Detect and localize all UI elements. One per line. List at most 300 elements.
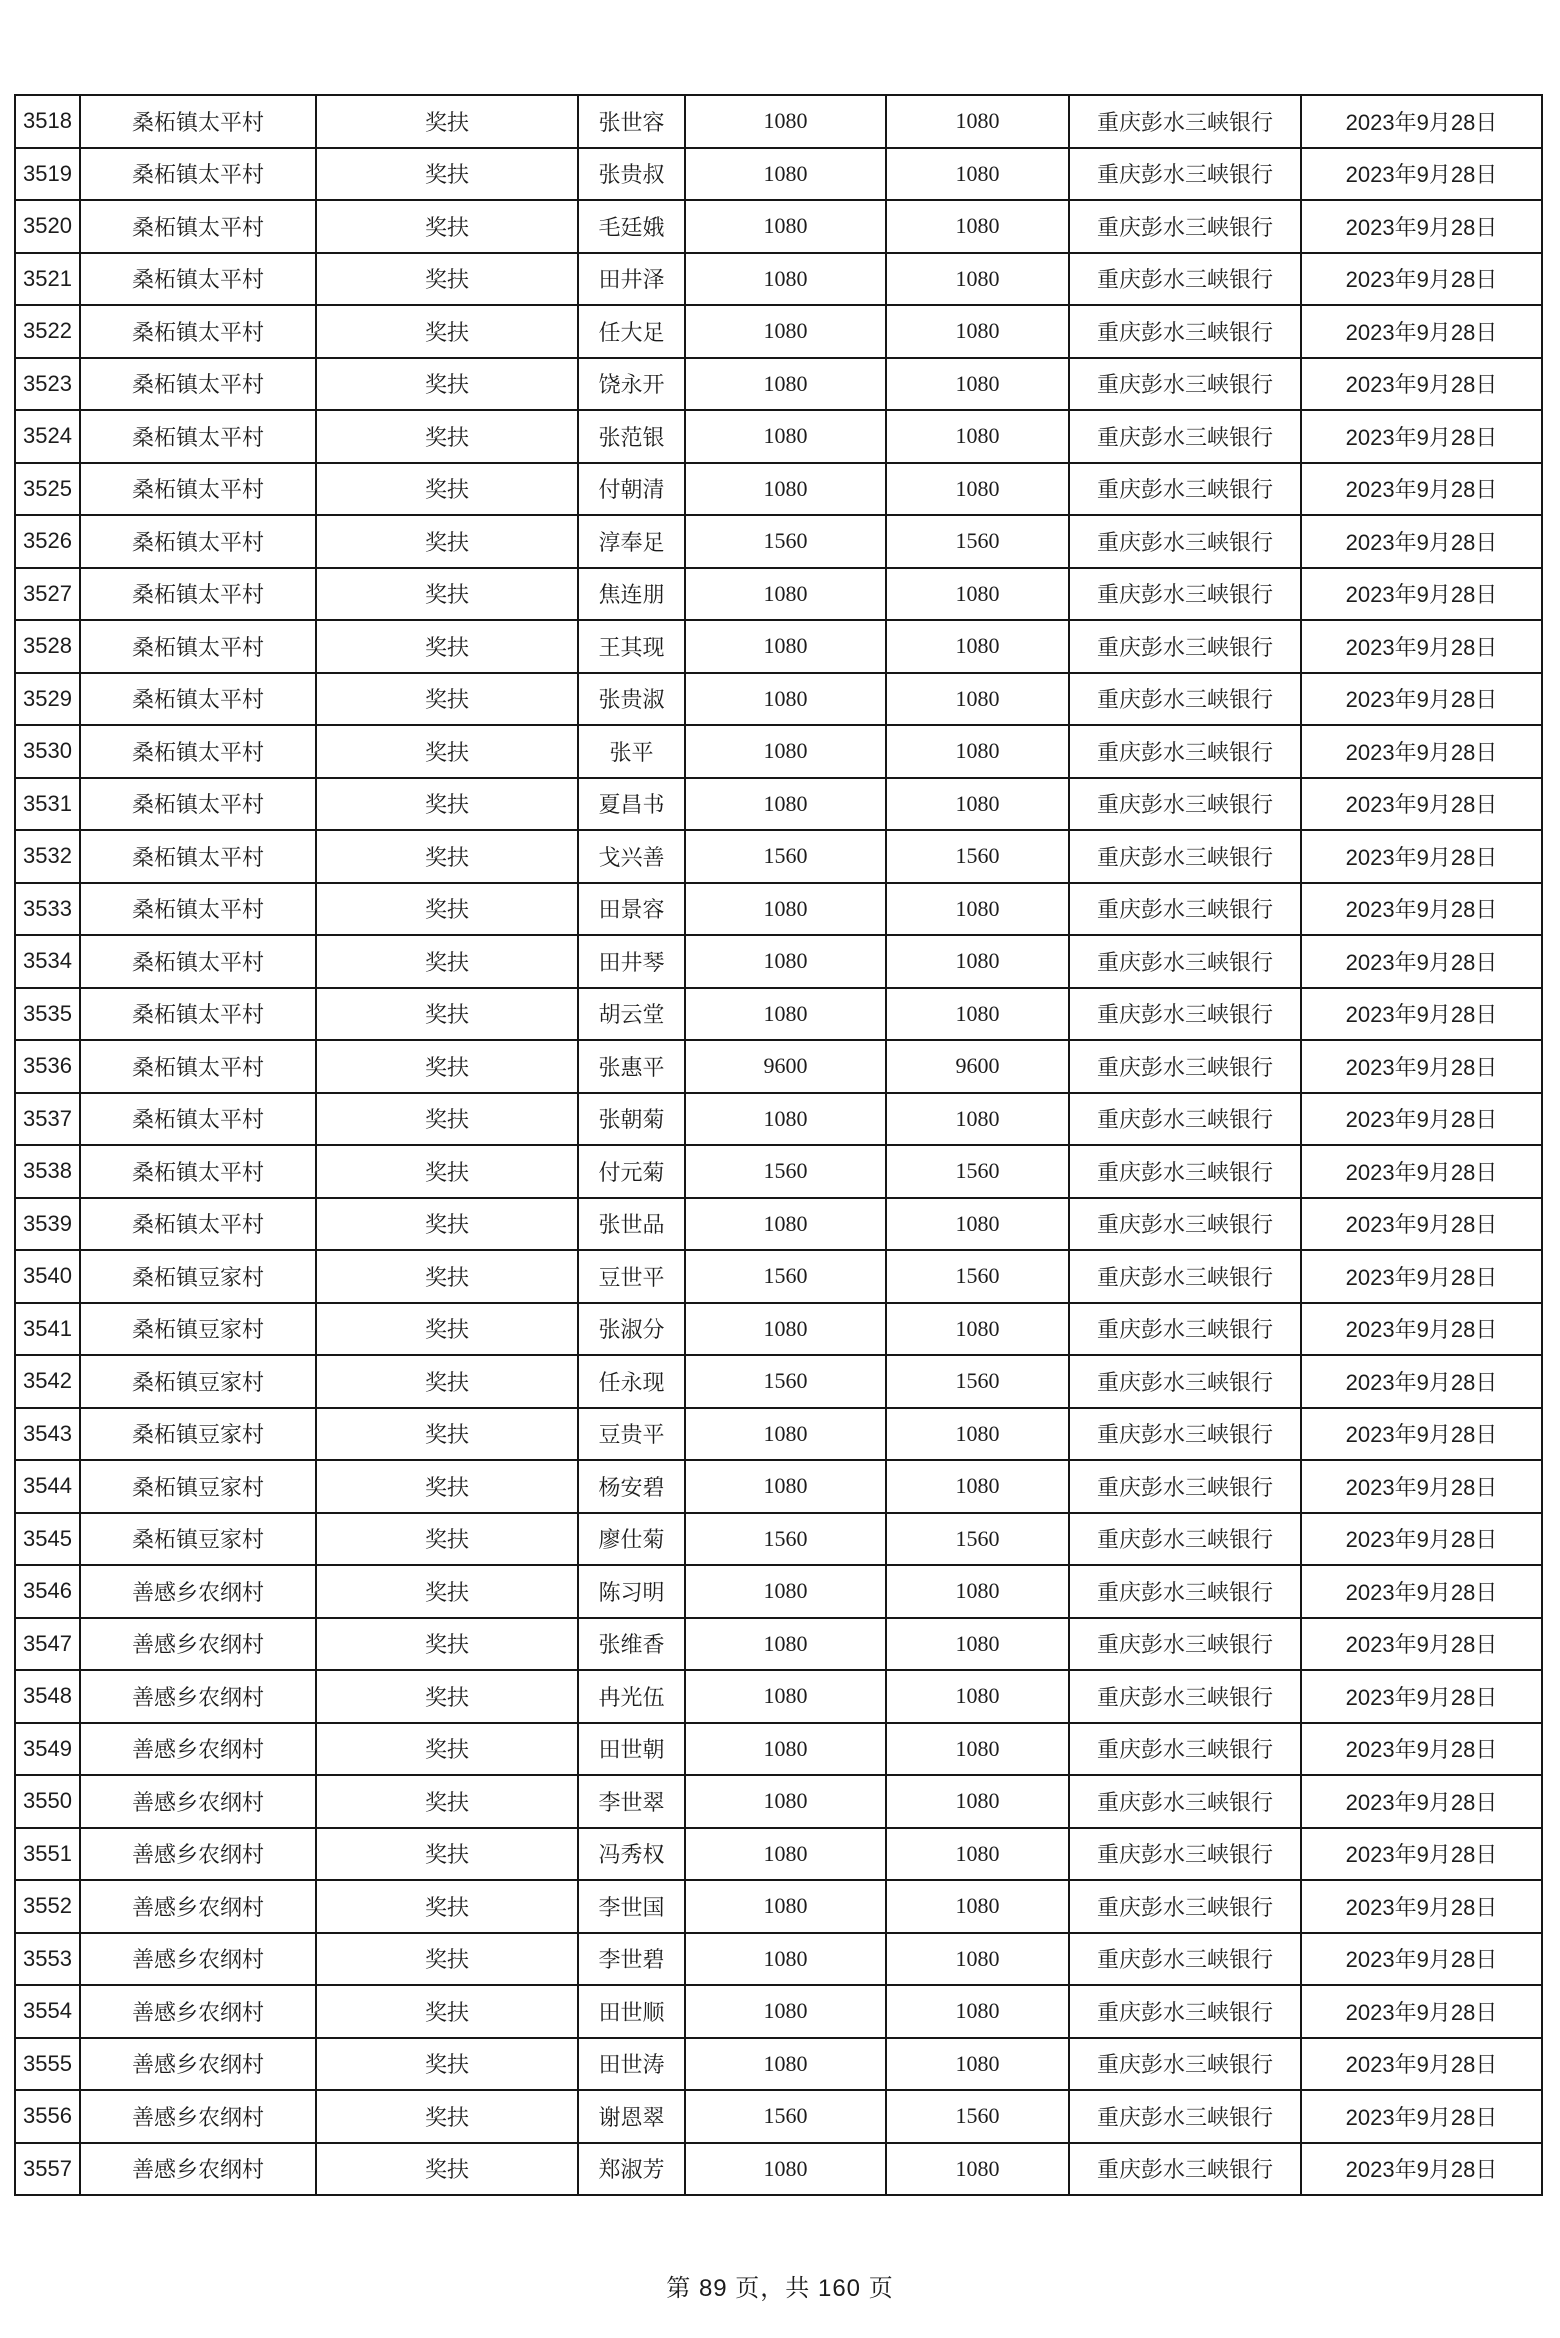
cell-date: 2023年9月28日 bbox=[1301, 95, 1542, 148]
cell-date: 2023年9月28日 bbox=[1301, 1775, 1542, 1828]
table-row bbox=[15, 1775, 1542, 1828]
cell-date: 2023年9月28日 bbox=[1301, 1723, 1542, 1776]
cell-person-name: 郑淑芳 bbox=[578, 2143, 685, 2196]
cell-village: 善感乡农纲村 bbox=[80, 1828, 316, 1881]
cell-amount-2: 1080 bbox=[886, 1933, 1069, 1986]
table-row bbox=[15, 95, 1542, 148]
cell-village: 桑柘镇太平村 bbox=[80, 305, 316, 358]
cell-village: 桑柘镇太平村 bbox=[80, 1093, 316, 1146]
cell-amount-2: 1080 bbox=[886, 778, 1069, 831]
cell-amount-2: 1080 bbox=[886, 2143, 1069, 2196]
cell-person-name: 豆世平 bbox=[578, 1250, 685, 1303]
table-row bbox=[15, 148, 1542, 201]
cell-person-name: 田世顺 bbox=[578, 1985, 685, 2038]
cell-amount-2: 1080 bbox=[886, 1408, 1069, 1461]
cell-amount: 1080 bbox=[685, 1303, 886, 1356]
cell-date: 2023年9月28日 bbox=[1301, 988, 1542, 1041]
cell-person-name: 张贵淑 bbox=[578, 673, 685, 726]
cell-row-number: 3551 bbox=[15, 1828, 80, 1881]
cell-row-number: 3521 bbox=[15, 253, 80, 306]
cell-category: 奖扶 bbox=[316, 148, 578, 201]
cell-person-name: 豆贵平 bbox=[578, 1408, 685, 1461]
cell-amount-2: 1560 bbox=[886, 2090, 1069, 2143]
cell-person-name: 任大足 bbox=[578, 305, 685, 358]
table-row bbox=[15, 1880, 1542, 1933]
table-row bbox=[15, 1145, 1542, 1198]
cell-amount: 1560 bbox=[685, 1145, 886, 1198]
cell-person-name: 田世涛 bbox=[578, 2038, 685, 2091]
cell-row-number: 3531 bbox=[15, 778, 80, 831]
cell-row-number: 3533 bbox=[15, 883, 80, 936]
cell-bank: 重庆彭水三峡银行 bbox=[1069, 515, 1301, 568]
cell-person-name: 张惠平 bbox=[578, 1040, 685, 1093]
cell-person-name: 李世国 bbox=[578, 1880, 685, 1933]
cell-category: 奖扶 bbox=[316, 1565, 578, 1618]
cell-amount-2: 1080 bbox=[886, 673, 1069, 726]
cell-category: 奖扶 bbox=[316, 2143, 578, 2196]
table-row bbox=[15, 883, 1542, 936]
table-row bbox=[15, 1565, 1542, 1618]
cell-date: 2023年9月28日 bbox=[1301, 2038, 1542, 2091]
cell-category: 奖扶 bbox=[316, 935, 578, 988]
cell-category: 奖扶 bbox=[316, 988, 578, 1041]
cell-village: 桑柘镇太平村 bbox=[80, 568, 316, 621]
cell-category: 奖扶 bbox=[316, 1618, 578, 1671]
cell-person-name: 毛廷娥 bbox=[578, 200, 685, 253]
cell-row-number: 3529 bbox=[15, 673, 80, 726]
cell-bank: 重庆彭水三峡银行 bbox=[1069, 988, 1301, 1041]
cell-amount-2: 1080 bbox=[886, 463, 1069, 516]
cell-village: 桑柘镇太平村 bbox=[80, 830, 316, 883]
cell-date: 2023年9月28日 bbox=[1301, 1145, 1542, 1198]
cell-person-name: 陈习明 bbox=[578, 1565, 685, 1618]
cell-amount-2: 1080 bbox=[886, 358, 1069, 411]
table-row bbox=[15, 1618, 1542, 1671]
page-footer: 第 89 页，共 160 页 bbox=[666, 2275, 894, 2302]
cell-row-number: 3525 bbox=[15, 463, 80, 516]
table-row bbox=[15, 253, 1542, 306]
table-row bbox=[15, 1670, 1542, 1723]
table-row bbox=[15, 935, 1542, 988]
cell-amount: 1080 bbox=[685, 778, 886, 831]
cell-row-number: 3544 bbox=[15, 1460, 80, 1513]
cell-category: 奖扶 bbox=[316, 305, 578, 358]
cell-village: 桑柘镇太平村 bbox=[80, 95, 316, 148]
cell-row-number: 3534 bbox=[15, 935, 80, 988]
cell-amount-2: 1080 bbox=[886, 1985, 1069, 2038]
table-row bbox=[15, 200, 1542, 253]
cell-date: 2023年9月28日 bbox=[1301, 1985, 1542, 2038]
cell-date: 2023年9月28日 bbox=[1301, 620, 1542, 673]
cell-person-name: 饶永开 bbox=[578, 358, 685, 411]
cell-bank: 重庆彭水三峡银行 bbox=[1069, 200, 1301, 253]
cell-village: 桑柘镇豆家村 bbox=[80, 1460, 316, 1513]
cell-row-number: 3540 bbox=[15, 1250, 80, 1303]
cell-amount: 1080 bbox=[685, 1723, 886, 1776]
cell-bank: 重庆彭水三峡银行 bbox=[1069, 148, 1301, 201]
cell-person-name: 田井琴 bbox=[578, 935, 685, 988]
cell-amount: 1080 bbox=[685, 1408, 886, 1461]
cell-category: 奖扶 bbox=[316, 1460, 578, 1513]
table-row bbox=[15, 1250, 1542, 1303]
cell-amount: 1080 bbox=[685, 1775, 886, 1828]
cell-village: 善感乡农纲村 bbox=[80, 2090, 316, 2143]
cell-village: 桑柘镇太平村 bbox=[80, 883, 316, 936]
table-row bbox=[15, 1828, 1542, 1881]
cell-village: 善感乡农纲村 bbox=[80, 2143, 316, 2196]
cell-row-number: 3520 bbox=[15, 200, 80, 253]
cell-village: 善感乡农纲村 bbox=[80, 1933, 316, 1986]
cell-date: 2023年9月28日 bbox=[1301, 1933, 1542, 1986]
cell-category: 奖扶 bbox=[316, 1670, 578, 1723]
cell-row-number: 3527 bbox=[15, 568, 80, 621]
cell-village: 善感乡农纲村 bbox=[80, 1985, 316, 2038]
cell-person-name: 谢恩翠 bbox=[578, 2090, 685, 2143]
cell-row-number: 3535 bbox=[15, 988, 80, 1041]
cell-person-name: 张朝菊 bbox=[578, 1093, 685, 1146]
table-row bbox=[15, 463, 1542, 516]
table-row bbox=[15, 1408, 1542, 1461]
cell-row-number: 3557 bbox=[15, 2143, 80, 2196]
cell-amount: 1080 bbox=[685, 1880, 886, 1933]
cell-category: 奖扶 bbox=[316, 463, 578, 516]
cell-bank: 重庆彭水三峡银行 bbox=[1069, 1250, 1301, 1303]
cell-amount-2: 1080 bbox=[886, 1093, 1069, 1146]
cell-category: 奖扶 bbox=[316, 1093, 578, 1146]
cell-amount: 1560 bbox=[685, 515, 886, 568]
cell-date: 2023年9月28日 bbox=[1301, 725, 1542, 778]
cell-bank: 重庆彭水三峡银行 bbox=[1069, 1880, 1301, 1933]
cell-bank: 重庆彭水三峡银行 bbox=[1069, 2090, 1301, 2143]
cell-category: 奖扶 bbox=[316, 1513, 578, 1566]
cell-bank: 重庆彭水三峡银行 bbox=[1069, 1565, 1301, 1618]
cell-person-name: 冯秀权 bbox=[578, 1828, 685, 1881]
cell-village: 善感乡农纲村 bbox=[80, 1670, 316, 1723]
cell-person-name: 张范银 bbox=[578, 410, 685, 463]
cell-amount: 1080 bbox=[685, 1565, 886, 1618]
cell-amount-2: 1080 bbox=[886, 883, 1069, 936]
cell-row-number: 3537 bbox=[15, 1093, 80, 1146]
table-row bbox=[15, 1303, 1542, 1356]
cell-row-number: 3532 bbox=[15, 830, 80, 883]
cell-row-number: 3556 bbox=[15, 2090, 80, 2143]
cell-bank: 重庆彭水三峡银行 bbox=[1069, 463, 1301, 516]
cell-village: 桑柘镇太平村 bbox=[80, 935, 316, 988]
cell-date: 2023年9月28日 bbox=[1301, 1828, 1542, 1881]
cell-bank: 重庆彭水三峡银行 bbox=[1069, 410, 1301, 463]
cell-date: 2023年9月28日 bbox=[1301, 1250, 1542, 1303]
cell-bank: 重庆彭水三峡银行 bbox=[1069, 1145, 1301, 1198]
cell-amount-2: 1080 bbox=[886, 1880, 1069, 1933]
cell-amount-2: 1080 bbox=[886, 935, 1069, 988]
cell-amount-2: 1080 bbox=[886, 253, 1069, 306]
table-row bbox=[15, 1460, 1542, 1513]
cell-row-number: 3554 bbox=[15, 1985, 80, 2038]
cell-amount-2: 1080 bbox=[886, 1828, 1069, 1881]
cell-date: 2023年9月28日 bbox=[1301, 1460, 1542, 1513]
cell-person-name: 张平 bbox=[578, 725, 685, 778]
cell-amount: 1080 bbox=[685, 883, 886, 936]
cell-village: 桑柘镇太平村 bbox=[80, 515, 316, 568]
cell-bank: 重庆彭水三峡银行 bbox=[1069, 358, 1301, 411]
cell-person-name: 夏昌书 bbox=[578, 778, 685, 831]
cell-date: 2023年9月28日 bbox=[1301, 1198, 1542, 1251]
cell-village: 桑柘镇太平村 bbox=[80, 410, 316, 463]
cell-row-number: 3524 bbox=[15, 410, 80, 463]
cell-village: 桑柘镇太平村 bbox=[80, 673, 316, 726]
cell-category: 奖扶 bbox=[316, 1145, 578, 1198]
table-row bbox=[15, 1093, 1542, 1146]
cell-date: 2023年9月28日 bbox=[1301, 568, 1542, 621]
cell-amount-2: 1080 bbox=[886, 1460, 1069, 1513]
cell-amount-2: 9600 bbox=[886, 1040, 1069, 1093]
cell-row-number: 3530 bbox=[15, 725, 80, 778]
cell-amount: 1080 bbox=[685, 988, 886, 1041]
cell-category: 奖扶 bbox=[316, 1723, 578, 1776]
cell-amount-2: 1080 bbox=[886, 2038, 1069, 2091]
cell-date: 2023年9月28日 bbox=[1301, 200, 1542, 253]
cell-amount-2: 1080 bbox=[886, 1670, 1069, 1723]
cell-row-number: 3536 bbox=[15, 1040, 80, 1093]
table-row bbox=[15, 1723, 1542, 1776]
cell-date: 2023年9月28日 bbox=[1301, 2143, 1542, 2196]
cell-date: 2023年9月28日 bbox=[1301, 410, 1542, 463]
cell-date: 2023年9月28日 bbox=[1301, 515, 1542, 568]
cell-amount-2: 1080 bbox=[886, 1565, 1069, 1618]
cell-row-number: 3555 bbox=[15, 2038, 80, 2091]
cell-person-name: 胡云堂 bbox=[578, 988, 685, 1041]
cell-village: 善感乡农纲村 bbox=[80, 1880, 316, 1933]
cell-date: 2023年9月28日 bbox=[1301, 1040, 1542, 1093]
cell-amount: 1080 bbox=[685, 1933, 886, 1986]
cell-category: 奖扶 bbox=[316, 515, 578, 568]
cell-date: 2023年9月28日 bbox=[1301, 148, 1542, 201]
cell-village: 桑柘镇太平村 bbox=[80, 620, 316, 673]
cell-bank: 重庆彭水三峡银行 bbox=[1069, 253, 1301, 306]
cell-village: 善感乡农纲村 bbox=[80, 2038, 316, 2091]
cell-bank: 重庆彭水三峡银行 bbox=[1069, 1670, 1301, 1723]
table-row bbox=[15, 305, 1542, 358]
cell-category: 奖扶 bbox=[316, 410, 578, 463]
table-row bbox=[15, 1198, 1542, 1251]
cell-amount-2: 1080 bbox=[886, 988, 1069, 1041]
cell-amount-2: 1560 bbox=[886, 830, 1069, 883]
cell-date: 2023年9月28日 bbox=[1301, 1880, 1542, 1933]
table-row bbox=[15, 515, 1542, 568]
cell-bank: 重庆彭水三峡银行 bbox=[1069, 305, 1301, 358]
table-row bbox=[15, 725, 1542, 778]
table-row bbox=[15, 1040, 1542, 1093]
table-row bbox=[15, 673, 1542, 726]
cell-amount-2: 1080 bbox=[886, 305, 1069, 358]
cell-category: 奖扶 bbox=[316, 1933, 578, 1986]
cell-date: 2023年9月28日 bbox=[1301, 778, 1542, 831]
cell-bank: 重庆彭水三峡银行 bbox=[1069, 1303, 1301, 1356]
cell-person-name: 淳奉足 bbox=[578, 515, 685, 568]
cell-amount: 1080 bbox=[685, 1093, 886, 1146]
cell-row-number: 3528 bbox=[15, 620, 80, 673]
cell-category: 奖扶 bbox=[316, 1198, 578, 1251]
cell-bank: 重庆彭水三峡银行 bbox=[1069, 935, 1301, 988]
cell-date: 2023年9月28日 bbox=[1301, 830, 1542, 883]
cell-amount: 1560 bbox=[685, 1250, 886, 1303]
cell-bank: 重庆彭水三峡银行 bbox=[1069, 1985, 1301, 2038]
cell-bank: 重庆彭水三峡银行 bbox=[1069, 1775, 1301, 1828]
cell-amount-2: 1080 bbox=[886, 1303, 1069, 1356]
cell-category: 奖扶 bbox=[316, 1880, 578, 1933]
cell-person-name: 张贵叔 bbox=[578, 148, 685, 201]
cell-amount: 1080 bbox=[685, 463, 886, 516]
cell-bank: 重庆彭水三峡银行 bbox=[1069, 1933, 1301, 1986]
table-row bbox=[15, 778, 1542, 831]
table-row bbox=[15, 2090, 1542, 2143]
cell-category: 奖扶 bbox=[316, 253, 578, 306]
cell-person-name: 任永现 bbox=[578, 1355, 685, 1408]
cell-category: 奖扶 bbox=[316, 620, 578, 673]
cell-amount-2: 1080 bbox=[886, 410, 1069, 463]
cell-bank: 重庆彭水三峡银行 bbox=[1069, 1723, 1301, 1776]
cell-bank: 重庆彭水三峡银行 bbox=[1069, 620, 1301, 673]
cell-date: 2023年9月28日 bbox=[1301, 463, 1542, 516]
cell-bank: 重庆彭水三峡银行 bbox=[1069, 1460, 1301, 1513]
cell-amount: 1560 bbox=[685, 1355, 886, 1408]
cell-amount: 1080 bbox=[685, 1460, 886, 1513]
cell-amount-2: 1080 bbox=[886, 620, 1069, 673]
cell-village: 桑柘镇豆家村 bbox=[80, 1250, 316, 1303]
cell-row-number: 3542 bbox=[15, 1355, 80, 1408]
cell-bank: 重庆彭水三峡银行 bbox=[1069, 673, 1301, 726]
cell-amount-2: 1080 bbox=[886, 148, 1069, 201]
cell-category: 奖扶 bbox=[316, 1408, 578, 1461]
table-row bbox=[15, 1985, 1542, 2038]
cell-village: 桑柘镇太平村 bbox=[80, 1040, 316, 1093]
cell-date: 2023年9月28日 bbox=[1301, 883, 1542, 936]
cell-amount: 1560 bbox=[685, 830, 886, 883]
cell-bank: 重庆彭水三峡银行 bbox=[1069, 1355, 1301, 1408]
cell-amount-2: 1080 bbox=[886, 200, 1069, 253]
cell-category: 奖扶 bbox=[316, 830, 578, 883]
cell-amount: 1080 bbox=[685, 1828, 886, 1881]
cell-bank: 重庆彭水三峡银行 bbox=[1069, 1618, 1301, 1671]
cell-bank: 重庆彭水三峡银行 bbox=[1069, 778, 1301, 831]
cell-date: 2023年9月28日 bbox=[1301, 2090, 1542, 2143]
cell-row-number: 3541 bbox=[15, 1303, 80, 1356]
cell-amount-2: 1560 bbox=[886, 1145, 1069, 1198]
cell-row-number: 3522 bbox=[15, 305, 80, 358]
cell-date: 2023年9月28日 bbox=[1301, 673, 1542, 726]
cell-amount: 1080 bbox=[685, 1985, 886, 2038]
cell-village: 桑柘镇豆家村 bbox=[80, 1355, 316, 1408]
cell-category: 奖扶 bbox=[316, 883, 578, 936]
cell-date: 2023年9月28日 bbox=[1301, 1303, 1542, 1356]
cell-bank: 重庆彭水三峡银行 bbox=[1069, 1093, 1301, 1146]
cell-row-number: 3523 bbox=[15, 358, 80, 411]
cell-amount: 1560 bbox=[685, 2090, 886, 2143]
cell-category: 奖扶 bbox=[316, 358, 578, 411]
cell-amount-2: 1560 bbox=[886, 1250, 1069, 1303]
cell-category: 奖扶 bbox=[316, 1775, 578, 1828]
cell-village: 桑柘镇太平村 bbox=[80, 725, 316, 778]
cell-person-name: 付元菊 bbox=[578, 1145, 685, 1198]
cell-person-name: 廖仕菊 bbox=[578, 1513, 685, 1566]
cell-row-number: 3545 bbox=[15, 1513, 80, 1566]
cell-amount-2: 1080 bbox=[886, 568, 1069, 621]
cell-village: 桑柘镇太平村 bbox=[80, 988, 316, 1041]
cell-amount: 1080 bbox=[685, 253, 886, 306]
cell-category: 奖扶 bbox=[316, 2090, 578, 2143]
cell-bank: 重庆彭水三峡银行 bbox=[1069, 1408, 1301, 1461]
cell-row-number: 3547 bbox=[15, 1618, 80, 1671]
cell-date: 2023年9月28日 bbox=[1301, 1355, 1542, 1408]
cell-amount: 1080 bbox=[685, 410, 886, 463]
cell-amount-2: 1080 bbox=[886, 1775, 1069, 1828]
cell-category: 奖扶 bbox=[316, 1985, 578, 2038]
cell-village: 桑柘镇太平村 bbox=[80, 1145, 316, 1198]
cell-person-name: 张淑分 bbox=[578, 1303, 685, 1356]
cell-village: 善感乡农纲村 bbox=[80, 1775, 316, 1828]
cell-person-name: 戈兴善 bbox=[578, 830, 685, 883]
cell-row-number: 3553 bbox=[15, 1933, 80, 1986]
cell-amount-2: 1080 bbox=[886, 725, 1069, 778]
cell-amount: 1080 bbox=[685, 1198, 886, 1251]
cell-row-number: 3539 bbox=[15, 1198, 80, 1251]
payment-table bbox=[14, 94, 1543, 2196]
cell-amount: 1080 bbox=[685, 95, 886, 148]
cell-date: 2023年9月28日 bbox=[1301, 1513, 1542, 1566]
cell-category: 奖扶 bbox=[316, 200, 578, 253]
cell-amount: 1080 bbox=[685, 2143, 886, 2196]
table-row bbox=[15, 830, 1542, 883]
cell-person-name: 杨安碧 bbox=[578, 1460, 685, 1513]
cell-bank: 重庆彭水三峡银行 bbox=[1069, 1198, 1301, 1251]
cell-amount: 1080 bbox=[685, 620, 886, 673]
cell-date: 2023年9月28日 bbox=[1301, 358, 1542, 411]
table-row bbox=[15, 620, 1542, 673]
cell-person-name: 李世翠 bbox=[578, 1775, 685, 1828]
cell-date: 2023年9月28日 bbox=[1301, 935, 1542, 988]
table-body bbox=[15, 95, 1542, 2195]
cell-category: 奖扶 bbox=[316, 1355, 578, 1408]
cell-category: 奖扶 bbox=[316, 673, 578, 726]
cell-row-number: 3546 bbox=[15, 1565, 80, 1618]
table-row bbox=[15, 1355, 1542, 1408]
cell-date: 2023年9月28日 bbox=[1301, 1408, 1542, 1461]
table-row bbox=[15, 568, 1542, 621]
cell-amount: 1080 bbox=[685, 673, 886, 726]
cell-amount: 1080 bbox=[685, 305, 886, 358]
cell-amount: 1560 bbox=[685, 1513, 886, 1566]
cell-category: 奖扶 bbox=[316, 1303, 578, 1356]
cell-bank: 重庆彭水三峡银行 bbox=[1069, 830, 1301, 883]
cell-row-number: 3538 bbox=[15, 1145, 80, 1198]
table-row bbox=[15, 410, 1542, 463]
cell-village: 桑柘镇豆家村 bbox=[80, 1303, 316, 1356]
cell-row-number: 3548 bbox=[15, 1670, 80, 1723]
cell-bank: 重庆彭水三峡银行 bbox=[1069, 95, 1301, 148]
cell-village: 桑柘镇豆家村 bbox=[80, 1513, 316, 1566]
cell-amount-2: 1080 bbox=[886, 1723, 1069, 1776]
cell-date: 2023年9月28日 bbox=[1301, 253, 1542, 306]
cell-amount: 1080 bbox=[685, 935, 886, 988]
cell-row-number: 3518 bbox=[15, 95, 80, 148]
cell-amount: 1080 bbox=[685, 2038, 886, 2091]
cell-category: 奖扶 bbox=[316, 95, 578, 148]
table-row bbox=[15, 358, 1542, 411]
cell-amount: 1080 bbox=[685, 358, 886, 411]
cell-row-number: 3526 bbox=[15, 515, 80, 568]
cell-category: 奖扶 bbox=[316, 568, 578, 621]
cell-category: 奖扶 bbox=[316, 1250, 578, 1303]
